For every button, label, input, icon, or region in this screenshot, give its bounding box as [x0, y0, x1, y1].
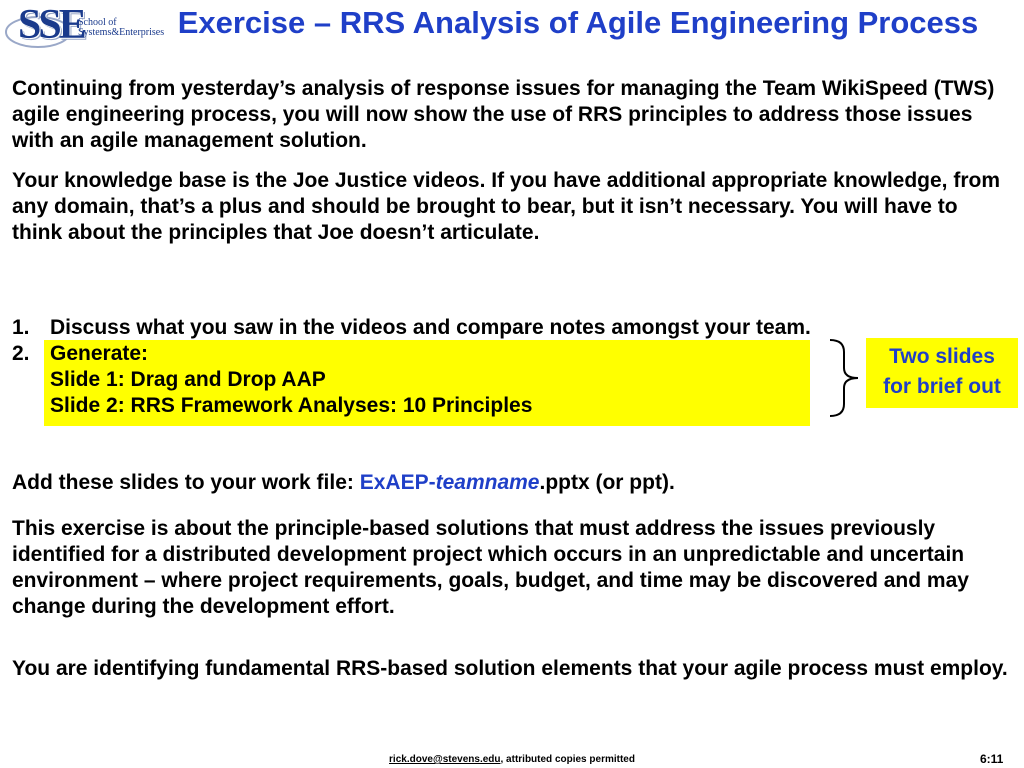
list-number: 1.: [12, 316, 30, 339]
logo-mark: SSE: [18, 2, 84, 48]
intro-paragraph: Continuing from yesterday’s analysis of response issues for managing the Team WikiSpeed (TWS) agile engineering process, you will now show the use of RRS principles to address those issues with an agile management solution.: [12, 77, 995, 152]
page-number: 6:11: [980, 752, 1004, 766]
generate-label: Generate:: [50, 342, 149, 365]
work-file-prefix: Add these slides to your work file:: [12, 471, 360, 494]
work-file-name: ExAEP-: [359, 471, 436, 494]
logo-line-1: School of: [78, 17, 117, 28]
slide-2-item: Slide 2: RRS Framework Analyses: 10 Principles: [50, 394, 533, 417]
slide-1-item: Slide 1: Drag and Drop AAP: [50, 368, 326, 391]
footer: [0, 754, 1024, 765]
footer-note: , attributed copies permitted: [500, 754, 635, 765]
work-file-suffix: .pptx (or ppt).: [539, 471, 675, 494]
knowledge-paragraph: Your knowledge base is the Joe Justice videos. If you have additional appropriate knowledge, from any domain, that’s a plus and should be brought to bear, but it isn’t necessary. You will have to think about the principles that Joe doesn’t articulate.: [12, 169, 1001, 244]
school-logo: [4, 2, 165, 48]
team-name: teamname: [435, 471, 540, 494]
exercise-description: This exercise is about the principle-based solutions that must address the issues previously identified for a distributed development project which occurs in an unpredictable and uncertain environment – where project requirements, goals, budget, and time may be discovered and may change during the development effort.: [12, 517, 969, 618]
author-email-link[interactable]: rick.dove@stevens.edu: [389, 754, 501, 765]
slide-title: Exercise – RRS Analysis of Agile Engineering Process: [177, 5, 979, 40]
goal-paragraph: You are identifying fundamental RRS-based solution elements that your agile process must employ.: [12, 657, 1008, 680]
callout-line-2: for brief out: [883, 375, 1001, 398]
right-curly-brace-icon: [826, 338, 866, 418]
callout-line-1: Two slides: [889, 345, 995, 368]
list-number: 2.: [12, 342, 30, 365]
logo-line-2: Systems&Enterprises: [78, 27, 165, 38]
list-item-text: Discuss what you saw in the videos and compare notes amongst your team.: [50, 316, 811, 339]
work-file-paragraph: [12, 470, 1012, 496]
two-slides-callout: [866, 338, 1018, 408]
